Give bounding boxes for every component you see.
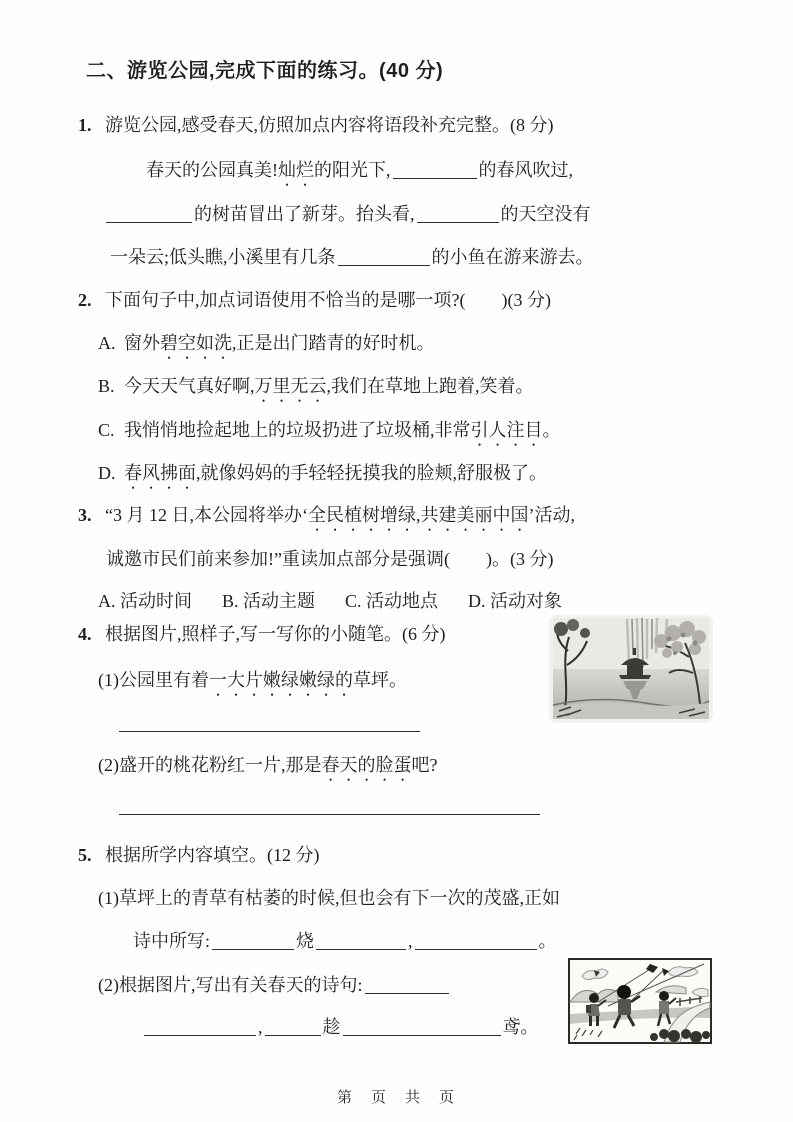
q5-s2-lead: (2)根据图片,写出有关春天的诗句: [98, 975, 363, 995]
q5-s1-comma: , [408, 931, 413, 951]
q1-paragraph-line-2 [104, 199, 591, 229]
q4-stem-line [78, 619, 446, 649]
q3-l1-emphasized: 全民植树增绿,共建美丽中国 [307, 505, 529, 525]
q1-l3-post: 的小鱼在游来游去。 [431, 247, 594, 267]
answer-blank-q5-7[interactable] [343, 1017, 501, 1036]
q4-sub1-line [98, 665, 407, 700]
park-pond-pavilion-illustration [549, 615, 713, 728]
children-flying-kites-illustration [568, 958, 712, 1049]
q3-option-b[interactable]: B. 活动主题 [222, 591, 316, 611]
q3-option-c[interactable]: C. 活动地点 [345, 591, 439, 611]
q1-paragraph-line-3 [110, 242, 594, 272]
q2-option-b-label: B. [98, 376, 115, 396]
q2-option-a[interactable] [98, 328, 435, 363]
kite-flying-scene-icon [568, 958, 712, 1044]
q1-stem-text: 游览公园,感受春天,仿照加点内容将语段补充完整。(8 分) [105, 115, 554, 135]
q5-stem-text: 根据所学内容填空。(12 分) [105, 845, 320, 865]
answer-blank-q5-3[interactable] [415, 931, 537, 950]
answer-blank-q1-4[interactable] [338, 247, 430, 266]
q2-option-b-emphasized: 万里无云 [254, 376, 327, 396]
q4-s1-post: 草坪。 [353, 670, 407, 690]
q1-l1-emphasized: 灿烂 [278, 160, 314, 180]
answer-blank-q1-2[interactable] [106, 204, 192, 223]
q1-l1-pre: 春天的公园真美! [146, 160, 278, 180]
q3-options-row [98, 587, 562, 613]
answer-blank-q5-4[interactable] [365, 975, 449, 994]
q2-option-a-emphasized: 碧空如洗 [160, 333, 232, 353]
page-footer: 第 页 共 页 [336, 1090, 456, 1106]
q4-s2-post: 吧? [411, 755, 438, 775]
q2-option-b-pre: 今天天气真好啊, [124, 376, 255, 396]
q3-l1-post: ’活动, [528, 505, 575, 525]
q1-stem-line [78, 110, 554, 140]
q5-s2-mid: 趁 [322, 1017, 341, 1037]
q1-l3-pre: 一朵云;低头瞧,小溪里有几条 [110, 247, 336, 267]
answer-blank-q5-6[interactable] [265, 1017, 321, 1036]
q2-option-c-pre: 我悄悄地捡起地上的垃圾扔进了垃圾桶,非常 [124, 420, 471, 440]
q4-number: 4. [78, 624, 92, 644]
q1-paragraph-line-1 [146, 155, 573, 190]
q4-s1-emphasized: 一大片嫩绿嫩绿的 [209, 670, 353, 690]
q3-stem-line-1 [78, 500, 575, 535]
answer-blank-q5-1[interactable] [212, 931, 294, 950]
q5-sub1-line-1: (1)草坪上的青草有枯萎的时候,但也会有下一次的茂盛,正如 [98, 888, 560, 908]
answer-blank-q1-3[interactable] [417, 204, 499, 223]
q2-option-b-post: ,我们在草地上跑着,笑着。 [326, 376, 534, 396]
q3-option-d[interactable]: D. 活动对象 [468, 591, 563, 611]
q2-option-c[interactable] [98, 415, 561, 450]
q5-s1-end: 。 [538, 931, 557, 951]
q4-s1-pre: (1)公园里有着 [98, 670, 209, 690]
q2-option-d-label: D. [98, 463, 116, 483]
q3-option-a[interactable]: A. 活动时间 [98, 591, 192, 611]
q4-sub2-answer-line[interactable] [119, 814, 540, 815]
q4-s2-pre: (2)盛开的桃花粉红一片,那是 [98, 755, 322, 775]
answer-blank-q5-2[interactable] [316, 931, 406, 950]
q2-option-d-post: ,就像妈妈的手轻轻抚摸我的脸颊,舒服极了。 [196, 463, 547, 483]
q2-option-c-emphasized: 引人注目 [470, 420, 543, 440]
q5-sub1-line-2 [133, 926, 557, 956]
q1-l2-mid: 的树苗冒出了新芽。抬头看, [194, 204, 415, 224]
q5-s1-mid: 烧 [296, 931, 315, 951]
q3-l1-pre: “3 月 12 日,本公园将举办‘ [105, 505, 308, 525]
q5-s2-end: 鸢。 [502, 1017, 539, 1037]
q5-s1-lead: 诗中所写: [133, 931, 211, 951]
q5-s2-comma: , [258, 1017, 263, 1037]
q2-option-d[interactable] [98, 458, 547, 493]
q3-number: 3. [78, 505, 92, 525]
q2-option-a-label: A. [98, 333, 116, 353]
section-title: 二、游览公园,完成下面的练习。(40 分) [86, 60, 444, 82]
q4-s2-emphasized: 春天的脸蛋 [321, 755, 412, 775]
q1-number: 1. [78, 115, 92, 135]
q3-stem-line-2: 诚邀市民们前来参加!”重读加点部分是强调( )。(3 分) [106, 549, 554, 569]
q2-option-b[interactable] [98, 371, 534, 406]
park-scene-icon [549, 615, 713, 723]
q2-number: 2. [78, 290, 92, 310]
answer-blank-q1-1[interactable] [393, 160, 477, 179]
q5-stem-line [78, 840, 320, 870]
q1-l2-post: 的天空没有 [500, 204, 591, 224]
q2-option-a-post: ,正是出门踏青的好时机。 [232, 333, 435, 353]
q1-l1-mid: 的阳光下, [314, 160, 391, 180]
q2-option-a-pre: 窗外 [124, 333, 160, 353]
q4-stem-text: 根据图片,照样子,写一写你的小随笔。(6 分) [105, 624, 446, 644]
q2-stem-text: 下面句子中,加点词语使用不恰当的是哪一项?( )(3 分) [105, 290, 551, 310]
q5-sub2-line-1 [98, 970, 451, 1000]
q2-option-c-post: 。 [542, 420, 561, 440]
answer-blank-q5-5[interactable] [144, 1017, 256, 1036]
q4-sub2-line [98, 750, 438, 785]
q2-stem-line [78, 285, 551, 315]
q5-sub2-line-2 [142, 1012, 539, 1042]
q1-l1-post: 的春风吹过, [478, 160, 573, 180]
q4-sub1-answer-line[interactable] [119, 731, 420, 732]
q2-option-d-emphasized: 春风拂面 [124, 463, 196, 483]
q5-number: 5. [78, 845, 92, 865]
q2-option-c-label: C. [98, 420, 115, 440]
